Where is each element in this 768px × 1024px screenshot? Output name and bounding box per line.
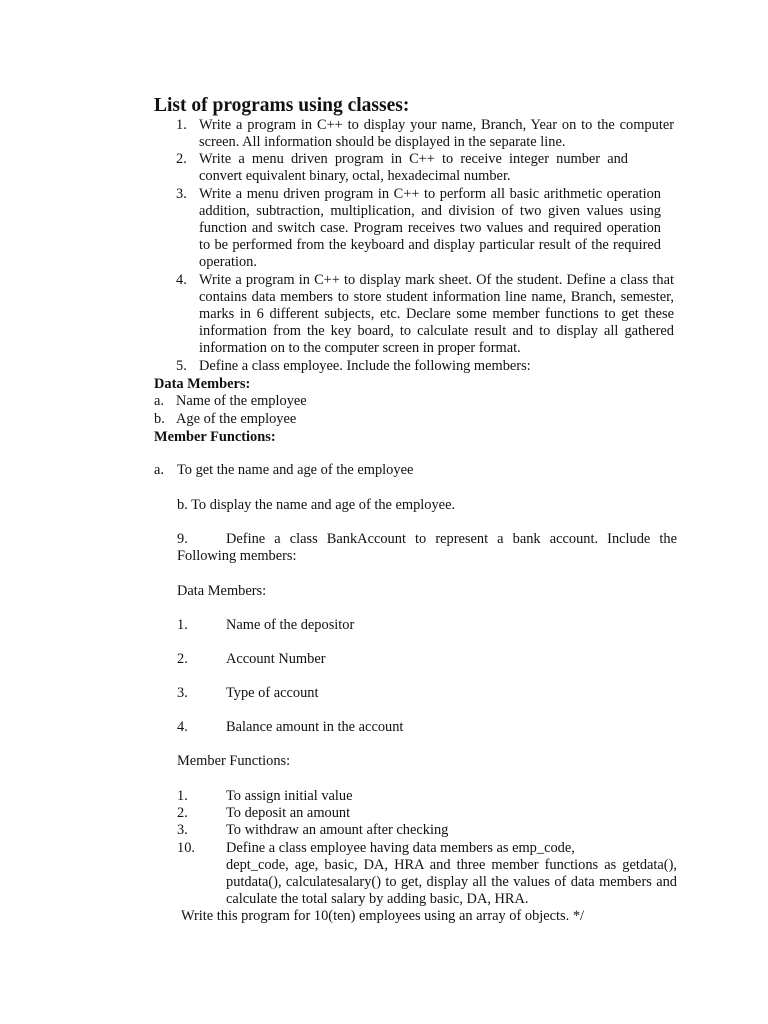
list-item-line: information from the key board, to calculate result and to display all gathered bbox=[199, 323, 674, 339]
list-number: 2. bbox=[177, 651, 188, 667]
list-number: 2. bbox=[176, 151, 187, 167]
list-number: 5. bbox=[176, 358, 187, 374]
list-number: 1. bbox=[177, 788, 188, 804]
list-item-text: Name of the employee bbox=[176, 393, 307, 409]
page-title: List of programs using classes: bbox=[154, 95, 410, 116]
list-item-line: Following members: bbox=[177, 548, 297, 564]
list-item-text: To withdraw an amount after checking bbox=[226, 822, 449, 838]
closing-line: Write this program for 10(ten) employees using an array of objects. */ bbox=[181, 908, 585, 924]
list-item-line: Define a class BankAccount to represent a bank account. Include the bbox=[226, 531, 677, 547]
list-item-line: contains data members to store student information line name, Branch, semester, bbox=[199, 289, 674, 305]
list-number: 1. bbox=[176, 117, 187, 133]
list-item-line: screen. All information should be displayed in the separate line. bbox=[199, 134, 566, 150]
list-number: 1. bbox=[177, 617, 188, 633]
section-heading: Member Functions: bbox=[177, 753, 291, 769]
list-item-line: calculate the total salary by adding basic, DA, HRA. bbox=[226, 891, 529, 907]
list-item-text: Balance amount in the account bbox=[226, 719, 404, 735]
list-item-line: dept_code, age, basic, DA, HRA and three member functions as getdata(), bbox=[226, 857, 677, 873]
list-item-line: operation. bbox=[199, 254, 257, 270]
list-item-text: To assign initial value bbox=[226, 788, 353, 804]
list-item-line: Write a menu driven program in C++ to perform all basic arithmetic operation bbox=[199, 186, 661, 202]
list-letter: a. bbox=[154, 462, 164, 478]
list-item-line: to be performed from the keyboard and display particular result of the required bbox=[199, 237, 661, 253]
list-item-line: Write a menu driven program in C++ to receive integer number and bbox=[199, 151, 628, 167]
section-heading: Member Functions: bbox=[154, 429, 276, 445]
list-item-line: putdata(), calculatesalary() to get, display all the values of data members and bbox=[226, 874, 677, 890]
list-number: 3. bbox=[177, 822, 188, 838]
list-item-line: Define a class employee having data members as emp_code, bbox=[226, 840, 575, 856]
list-item-text: b. To display the name and age of the employee. bbox=[177, 497, 456, 513]
list-item-text: Account Number bbox=[226, 651, 326, 667]
list-number: 10. bbox=[177, 840, 195, 856]
list-item-line: addition, subtraction, multiplication, and division of two given values using bbox=[199, 203, 661, 219]
list-item-text: To get the name and age of the employee bbox=[177, 462, 414, 478]
section-heading: Data Members: bbox=[177, 583, 267, 599]
list-item-text: Type of account bbox=[226, 685, 319, 701]
list-item-text: To deposit an amount bbox=[226, 805, 351, 821]
list-number: 4. bbox=[176, 272, 187, 288]
list-item-line: Define a class employee. Include the following members: bbox=[199, 358, 531, 374]
list-number: 3. bbox=[177, 685, 188, 701]
list-item-line: convert equivalent binary, octal, hexadecimal number. bbox=[199, 168, 511, 184]
list-item-text: Name of the depositor bbox=[226, 617, 355, 633]
list-item-line: Write a program in C++ to display your name, Branch, Year on to the computer bbox=[199, 117, 674, 133]
list-item-line: function and switch case. Program receives two values and required operation bbox=[199, 220, 661, 236]
list-number: 2. bbox=[177, 805, 188, 821]
list-number: 4. bbox=[177, 719, 188, 735]
list-item-line: marks in 6 different subjects, etc. Declare some member functions to get these bbox=[199, 306, 674, 322]
list-item-line: Write a program in C++ to display mark sheet. Of the student. Define a class that bbox=[199, 272, 674, 288]
list-number: 9. bbox=[177, 531, 188, 547]
list-letter: a. bbox=[154, 393, 164, 409]
list-item-line: information on to the computer screen in proper format. bbox=[199, 340, 521, 356]
list-item-text: Age of the employee bbox=[176, 411, 297, 427]
list-number: 3. bbox=[176, 186, 187, 202]
section-heading: Data Members: bbox=[154, 376, 251, 392]
list-letter: b. bbox=[154, 411, 165, 427]
